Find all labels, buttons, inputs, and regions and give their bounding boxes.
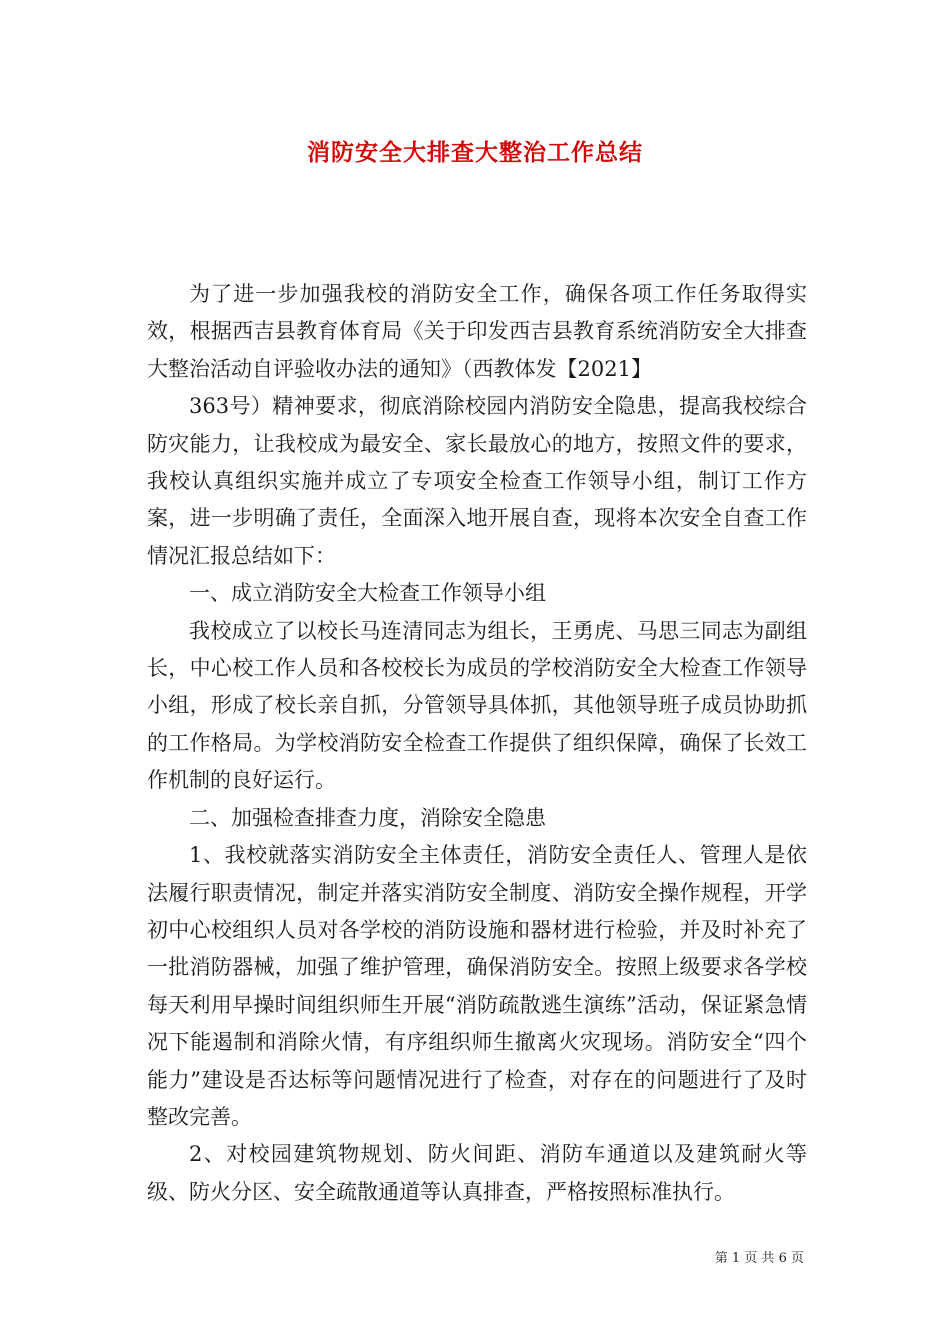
page-prefix: 第 [714,1251,728,1266]
page-number [715,1247,804,1266]
page-suffix: 页 [790,1251,804,1266]
paragraph-leadership-group: 我校成立了以校长马连清同志为组长，王勇虎、马思三同志为副组长，中心校工作人员和各校校长为成员的学校消防安全大检查工作领导小组，形成了校长亲自抓，分管领导具体抓，其他领导班子成员协助抓的工作格局。为学校消防安全检查工作提供了组织保障，确保了长效工作机制的良好运行。 [147,618,807,793]
paragraph-item-2: 2、对校园建筑物规划、防火间距、消防车通道以及建筑耐火等级、防火分区、安全疏散通道等认真排查，严格按照标准执行。 [147,1142,807,1204]
document-title: 消防安全大排查大整治工作总结 [307,139,643,166]
paragraph-item-1: 1、我校就落实消防安全主体责任，消防安全责任人、管理人是依法履行职责情况，制定并落实消防安全制度、消防安全操作规程，开学初中心校组织人员对各学校的消防设施和器材进行检验，并及时补充了一批消防器械，加强了维护管理，确保消防安全。按照上级要求各学校每天利用早操时间组织师生开展“消防疏散逃生演练”活动，保证紧急情况下能遏制和消除火情，有序组织师生撤离火灾现场。消防安全“四个能力”建设是否达标等问题情况进行了检查，对存在的问题进行了及时整改完善。 [147,843,807,1129]
section-heading-1: 一、成立消防安全大检查工作领导小组 [189,581,546,606]
page-total: 6 [778,1251,787,1266]
page-middle: 页 共 [744,1251,775,1266]
page-current: 1 [731,1251,741,1266]
section-heading-2: 二、加强检查排查力度，消除安全隐患 [189,805,546,830]
paragraph-requirements: 363号）精神要求，彻底消除校园内消防安全隐患，提高我校综合防灾能力，让我校成为最安全、家长最放心的地方，按照文件的要求，我校认真组织实施并成立了专项安全检查工作领导小组，制订工作方案，进一步明确了责任，全面深入地开展自查，现将本次安全自查工作情况汇报总结如下： [147,394,807,568]
paragraph-intro: 为了进一步加强我校的消防安全工作，确保各项工作任务取得实效，根据西吉县教育体育局《关于印发西吉县教育系统消防安全大排查大整治活动自评验收办法的通知》（西教体发【2021】 [147,282,807,381]
document-body [147,276,807,1211]
